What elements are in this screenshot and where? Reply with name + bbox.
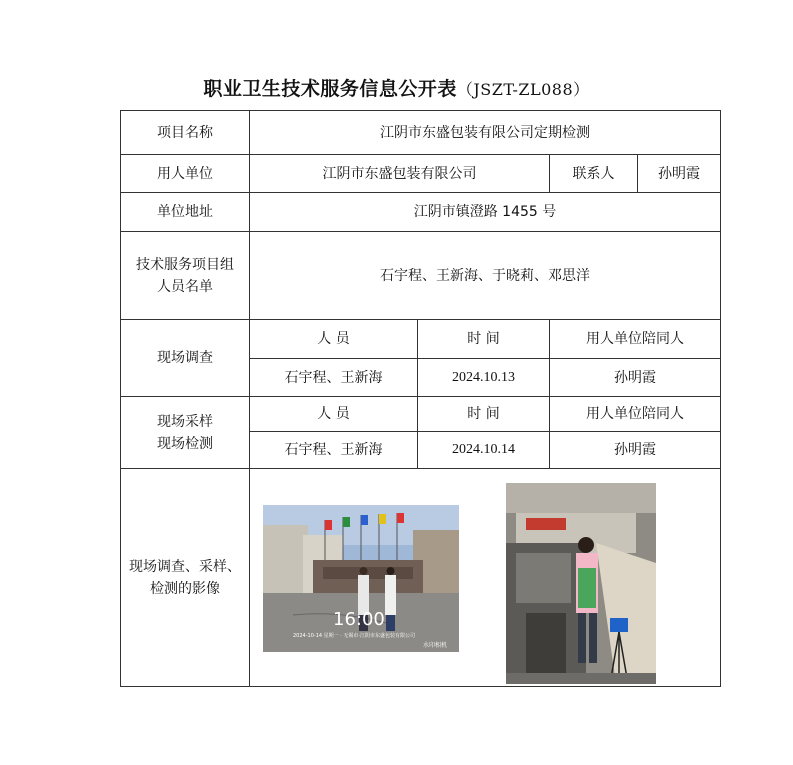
contact-label: 联系人	[550, 155, 638, 193]
client-label: 用人单位	[121, 155, 250, 193]
info-table	[120, 110, 721, 687]
site-survey-photo	[263, 505, 459, 652]
survey-col-time: 时 间	[418, 320, 550, 359]
sampling-escort: 孙明霞	[550, 432, 721, 469]
row-sampling-header	[121, 397, 721, 432]
images-label: 现场调查、采样、 检测的影像	[121, 469, 250, 687]
sampling-col-people: 人 员	[250, 397, 418, 432]
photo-time-text: 16:00	[333, 608, 385, 630]
project-name-value: 江阴市东盛包装有限公司定期检测	[250, 111, 721, 155]
sampling-photo-graphic	[506, 483, 656, 684]
photo-watermark-text: 水印相机	[423, 641, 448, 649]
gate-photo-graphic	[263, 505, 459, 652]
row-survey-header	[121, 320, 721, 359]
survey-escort: 孙明霞	[550, 359, 721, 397]
title-code: （JSZT-ZL088）	[456, 80, 590, 99]
survey-people: 石宇程、王新海	[250, 359, 418, 397]
row-address	[121, 193, 721, 232]
team-value: 石宇程、王新海、于晓莉、邓思洋	[250, 232, 721, 320]
row-team	[121, 232, 721, 320]
sampling-people: 石宇程、王新海	[250, 432, 418, 469]
sampling-col-time: 时 间	[418, 397, 550, 432]
survey-date: 2024.10.13	[418, 359, 550, 397]
images-cell	[250, 469, 721, 687]
address-label: 单位地址	[121, 193, 250, 232]
contact-value: 孙明霞	[638, 155, 721, 193]
sampling-col-escort: 用人单位陪同人	[550, 397, 721, 432]
title-main: 职业卫生技术服务信息公开表	[203, 78, 457, 100]
row-client	[121, 155, 721, 193]
address-value: 江阴市镇澄路 1455 号	[250, 193, 721, 232]
survey-col-escort: 用人单位陪同人	[550, 320, 721, 359]
team-label: 技术服务项目组 人员名单	[121, 232, 250, 320]
row-images	[121, 469, 721, 687]
survey-col-people: 人 员	[250, 320, 418, 359]
client-value: 江阴市东盛包装有限公司	[250, 155, 550, 193]
sampling-date: 2024.10.14	[418, 432, 550, 469]
project-name-label: 项目名称	[121, 111, 250, 155]
document-title	[0, 74, 793, 101]
survey-label: 现场调查	[121, 320, 250, 397]
row-project-name	[121, 111, 721, 155]
sampling-label: 现场采样 现场检测	[121, 397, 250, 469]
photo-caption-text: 2024-10-14 星期一 · 无锡市·江阴市东盛包装有限公司	[293, 632, 416, 639]
site-sampling-photo	[506, 483, 656, 684]
